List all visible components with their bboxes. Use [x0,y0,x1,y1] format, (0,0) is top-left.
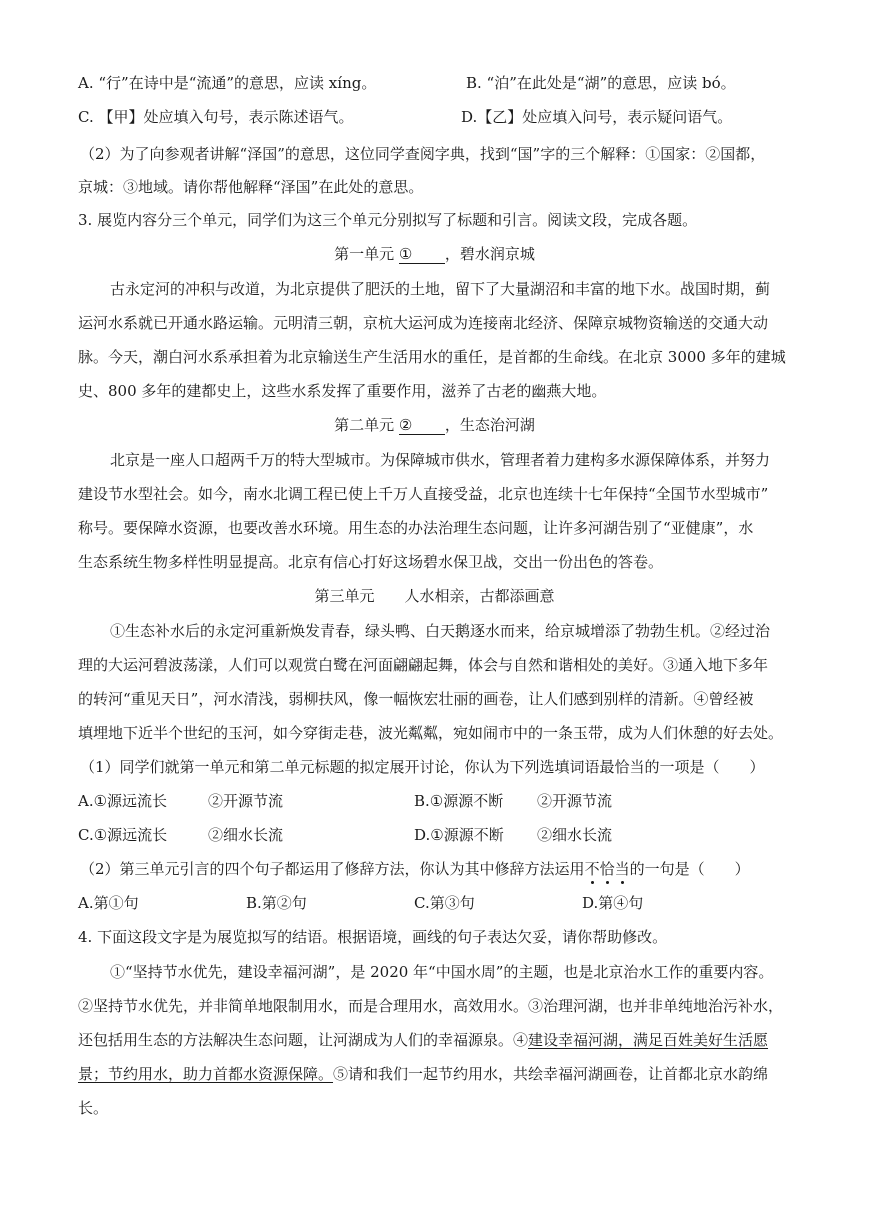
emphasis-char-2: 恰 [599,860,615,878]
q4-intro: 4. 下面这段文字是为展览拟写的结语。根据语境，画线的句子表达欠妥，请你帮助修改。 [78,928,668,946]
q3-sub1-option-c1: C.①源远流长 [78,826,168,844]
unit1-para-line-4: 史、800 多年的建都史上，这些水系发挥了重要作用，滋养了古老的幽燕大地。 [78,382,607,400]
q3-sub1-option-b1: B.①源源不断 [414,792,504,810]
q4-line-4-text: ⑤请和我们一起节约用水，共绘幸福河湖画卷，让首都北京水韵绵 [333,1065,769,1083]
unit2-para-line-4: 生态系统生物多样性明显提高。北京有信心打好这场碧水保卫战，交出一份出色的答卷。 [78,553,664,571]
q3-sub1-question: （1）同学们就第一单元和第二单元标题的拟定展开讨论，你认为下列选填词语最恰当的一项是（ ） [80,758,765,776]
q4-line-4 [78,1064,768,1084]
unit1-title [0,244,869,264]
unit3-para-line-1: ①生态补水后的永定河重新焕发青春，绿头鸭、白天鹅逐水而来，给京城增添了勃勃生机。②经过治 [110,622,771,640]
unit1-para-line-1: 古永定河的冲积与改道，为北京提供了肥沃的土地，留下了大量湖沼和丰富的地下水。战国时期，蓟 [110,280,771,298]
unit1-blank [399,245,445,264]
unit2-prefix: 第二单元 [334,416,395,434]
q3-sub2-option-c: C.第③句 [414,894,475,912]
q2-option-d: D.【乙】处应填入问号，表示疑问语气。 [461,108,733,126]
unit3-para-line-4: 填埋地下近半个世纪的玉河，如今穿街走巷，波光粼粼，宛如闹市中的一条玉带，成为人们休憩的好去处。 [78,724,784,742]
unit1-para-line-3: 脉。今天，潮白河水系承担着为北京输送生产生活用水的重任，是首都的生命线。在北京 3000 多年的建城 [78,348,786,366]
q4-line-5: 长。 [78,1099,109,1117]
unit2-blank-number: ② [398,416,413,434]
q3-sub1-option-b2: ②开源节流 [537,792,613,810]
unit2-para-line-3: 称号。要保障水资源，也要改善水环境。用生态的办法治理生态问题，让许多河湖告别了“亚健康”，水 [78,519,754,537]
q3-sub2-option-a: A.第①句 [78,894,139,912]
unit2-para-line-1: 北京是一座人口超两千万的特大型城市。为保障城市供水，管理者着力建构多水源保障体系，并努力 [110,451,771,469]
emphasis-char-1: 不 [584,860,600,878]
q3-sub1-option-d2: ②细水长流 [537,826,613,844]
unit3-title-left: 第三单元 [314,587,375,605]
unit3-title [0,586,869,606]
unit3-para-line-2: 理的大运河碧波荡漾，人们可以观赏白鹭在河面翩翩起舞，体会与自然和谐相处的美好。③通入地下多年 [78,656,769,674]
underlined-sentence-part-1: 建设幸福河湖，满足百姓美好生活愿 [528,1031,769,1049]
q2-option-b: B. “泊”在此处是“湖”的意思，应读 bó。 [466,74,736,92]
q3-sub1-option-d1: D.①源源不断 [414,826,504,844]
q4-line-3-text: 还包括用生态的方法解决生态问题，让河湖成为人们的幸福源泉。④ [78,1031,529,1049]
unit1-para-line-2: 运河水系就已开通水路运输。元明清三朝，京杭大运河成为连接南北经济、保障京城物资输送的交通大动 [78,314,769,332]
unit2-blank [399,416,445,435]
q3-sub2-option-d: D.第④句 [582,894,644,912]
unit3-para-line-3: 的转河“重见天日”，河水清浅，弱柳扶风，像一幅恢宏壮丽的画卷，让人们感到别样的清新。④曾经被 [78,690,754,708]
q3-sub1-option-c2: ②细水长流 [208,826,284,844]
q3-sub1-option-a2: ②开源节流 [208,792,284,810]
unit1-blank-number: ① [398,245,413,263]
q4-line-3 [78,1030,768,1050]
underlined-sentence-part-2: 景；节约用水，助力首都水资源保障。 [78,1065,334,1083]
q4-line-2: ②坚持节水优先，并非简单地限制用水，而是合理用水，高效用水。③治理河湖，也并非单纯地治污补水， [78,997,784,1015]
unit2-para-line-2: 建设节水型社会。如今，南水北调工程已使上千万人直接受益，北京也连续十七年保持“全国节水型城市” [78,485,769,503]
unit1-suffix: ，碧水润京城 [444,245,535,263]
q4-line-1: ①“坚持节水优先，建设幸福河湖”，是 2020 年“中国水周”的主题，也是北京治水工作的重要内容。 [110,963,774,981]
unit3-title-right: 人水相亲，古都添画意 [404,587,555,605]
q3-sub2-question [80,859,750,879]
unit1-prefix: 第一单元 [334,245,395,263]
q2-option-a: A. “行”在诗中是“流通”的意思，应读 xíng。 [78,74,377,92]
emphasis-char-3: 当 [614,860,630,878]
q2-sub2-line-1: （2）为了向参观者讲解“泽国”的意思，这位同学查阅字典，找到“国”字的三个解释：①国家：②国都， [80,145,766,163]
q3-sub2-option-b: B.第②句 [246,894,307,912]
unit2-suffix: ，生态治河湖 [444,416,535,434]
unit2-title [0,415,869,435]
q2-sub2-line-2: 京城：③地域。请你帮他解释“泽国”在此处的意思。 [78,178,424,196]
q3-sub1-option-a1: A.①源远流长 [78,792,168,810]
q3-sub2-question-end: 的一句是（ ） [629,860,750,878]
q3-sub2-question-text: （2）第三单元引言的四个句子都运用了修辞方法，你认为其中修辞方法运用 [80,860,585,878]
q3-intro: 3. 展览内容分三个单元，同学们为这三个单元分别拟写了标题和引言。阅读文段，完成各题。 [78,211,698,229]
q2-option-c: C. 【甲】处应填入句号，表示陈述语气。 [78,108,354,126]
